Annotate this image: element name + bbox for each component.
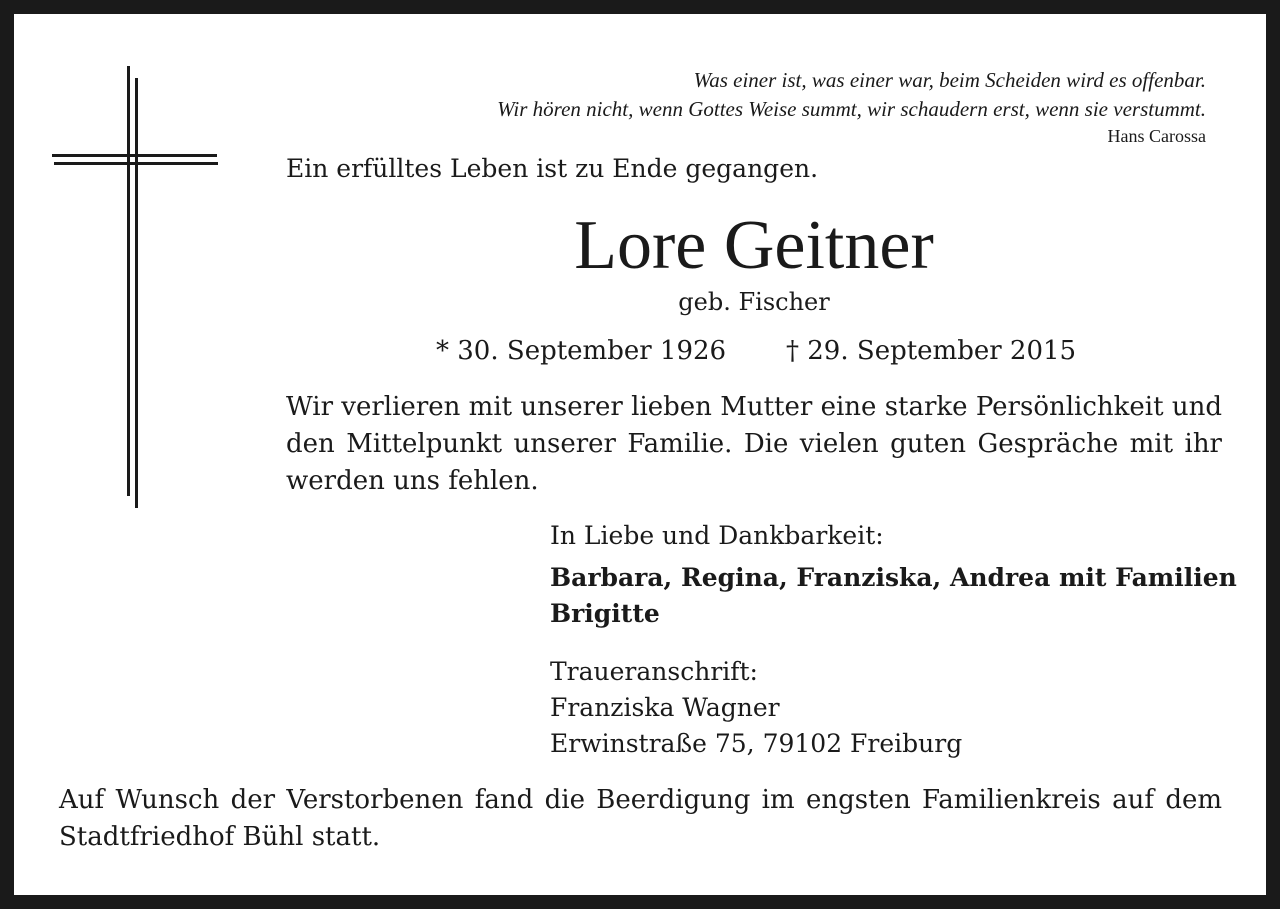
deceased-name: Lore Geitner xyxy=(574,207,934,284)
cross-vertical-bar-1 xyxy=(127,66,130,496)
address-label: Traueranschrift: xyxy=(550,657,758,686)
body-line-2: den Mittelpunkt unserer Familie. Die vielen guten Gespräche mit ihr xyxy=(286,429,1222,459)
cross-vertical-bar-2 xyxy=(135,78,138,508)
birth-date: * 30. September 1926 xyxy=(436,336,727,366)
footer-line-2: Stadtfriedhof Bühl statt. xyxy=(59,822,381,852)
cross-horizontal-bar-1 xyxy=(52,154,217,157)
signature-names xyxy=(550,560,1237,632)
quote-line-2: Wir hören nicht, wenn Gottes Weise summt, wir schaudern erst, wenn sie verstummt. xyxy=(497,97,1206,121)
body-line-3: werden uns fehlen. xyxy=(286,466,539,496)
body-line-1: Wir verlieren mit unserer lieben Mutter eine starke Persönlichkeit und xyxy=(286,392,1222,422)
address-street: Erwinstraße 75, 79102 Freiburg xyxy=(550,729,963,758)
footer-text xyxy=(59,782,1222,856)
signature-name-line-1: Barbara, Regina, Franziska, Andrea mit Familien xyxy=(550,563,1237,592)
body-text xyxy=(286,389,1222,500)
quote-author: Hans Carossa xyxy=(1107,126,1206,146)
death-date: † 29. September 2015 xyxy=(786,336,1077,366)
birth-name: geb. Fischer xyxy=(678,288,830,316)
intro-text: Ein erfülltes Leben ist zu Ende gegangen. xyxy=(286,154,819,183)
cross-horizontal-bar-2 xyxy=(54,162,218,165)
quote-line-1: Was einer ist, was einer war, beim Scheiden wird es offenbar. xyxy=(693,68,1206,92)
mourning-address xyxy=(550,654,962,762)
signature-name-line-2: Brigitte xyxy=(550,599,660,628)
address-name: Franziska Wagner xyxy=(550,693,780,722)
quote-block xyxy=(306,66,1206,148)
obituary-notice xyxy=(14,14,1266,895)
footer-line-1: Auf Wunsch der Verstorbenen fand die Beerdigung im engsten Familienkreis auf dem xyxy=(59,785,1222,815)
signature-label: In Liebe und Dankbarkeit: xyxy=(550,521,884,550)
